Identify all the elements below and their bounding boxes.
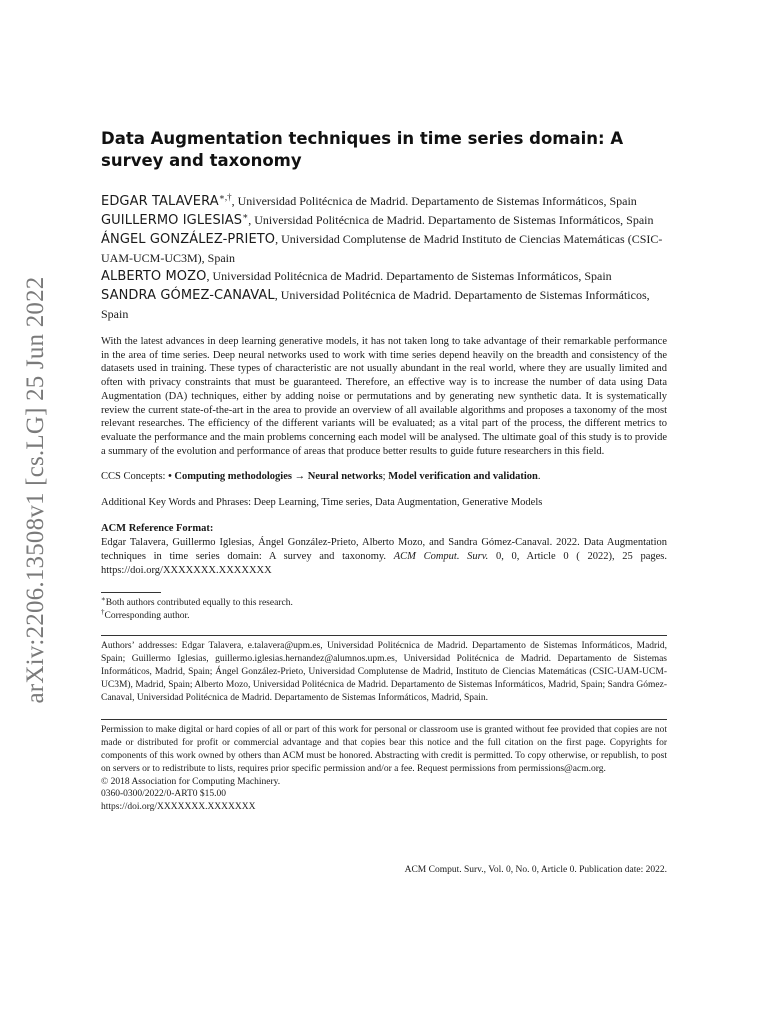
footnote-equal-contribution [101, 597, 667, 610]
ccs-bullet: • [168, 471, 175, 483]
addresses-rule [101, 635, 667, 636]
footnote-text: Corresponding author. [104, 611, 190, 622]
permission-notice: Permission to make digital or hard copies of all or part of this work for personal or classroom use is granted without fee provided that copies are not made or distributed for profit or commercial advantage and that copies bear this notice and the full citation on the first page. Copyrights for components of this work owned by others than ACM must be honored. Abstracting with credit is permitted. To copy otherwise, or republish, to post on servers or to redistribute to lists, requires prior specific permission and/or a fee. Request permissions from permissions@acm.org. [101, 725, 667, 774]
abstract: With the latest advances in deep learning generative models, it has not taken long to take advantage of their remarkable performance in the area of time series. Deep neural networks used to work with time series depend heavily on the breadth and consistency of the datasets used in training. These types of characteristic are not usually abundant in the real world, where they are usually limited and often with privacy constraints that must be guaranteed. Therefore, an effective way is to increase the number of data using Data Augmentation (DA) techniques, either by adding noise or permutations and by generating new synthetic data. It is systematically review the current state-of-the-art in the area to provide an overview of all available algorithms and proposes a taxonomy of the most relevant researches. The efficiency of the different variants will be evaluated; as a vital part of the process, the different metrics to evaluate the performance and the main problems concerning each model will be analysed. The ultimate goal of this study is to provide a summary of the evolution and performance of areas that produce better results to guide future researchers in this field. [101, 336, 667, 457]
author-entry [101, 211, 667, 230]
arxiv-identifier-stamp: arXiv:2206.13508v1 [cs.LG] 25 Jun 2022 [22, 276, 49, 704]
author-marks: ∗ [242, 211, 249, 221]
ccs-label: CCS Concepts: [101, 471, 169, 483]
footnote-corresponding-author [101, 610, 667, 623]
footnote-mark: ∗ [101, 595, 106, 604]
author-affiliation: , Universidad Politécnica de Madrid. Departamento de Sistemas Informáticos, Spain [101, 288, 650, 321]
reference-text-before: Edgar Talavera, Guillermo Iglesias, Ángel González-Prieto, Alberto Mozo, and Sandra Gómez-Canaval. 2022. Data Augmentation techniques in time series domain: A survey and taxonomy. [101, 537, 667, 563]
paper-title: Data Augmentation techniques in time series domain: A survey and taxonomy [101, 129, 624, 170]
paper-first-page [101, 128, 667, 814]
author-name: SANDRA GÓMEZ-CANAVAL [101, 288, 275, 303]
keywords: Additional Key Words and Phrases: Deep Learning, Time series, Data Augmentation, Generative Models [101, 497, 543, 509]
author-name: EDGAR TALAVERA [101, 194, 219, 209]
copyright-line: © 2018 Association for Computing Machinery. [101, 776, 281, 787]
author-affiliation: , Universidad Politécnica de Madrid. Departamento de Sistemas Informáticos, Spain [248, 213, 654, 227]
author-affiliation: , Universidad Politécnica de Madrid. Departamento de Sistemas Informáticos, Spain [206, 269, 612, 283]
issn-line: 0360-0300/2022/0-ART0 $15.00 [101, 789, 227, 800]
reference-text-after: 0, 0, Article 0 ( 2022), 25 pages. https://doi.org/XXXXXXX.XXXXXXX [101, 551, 667, 577]
author-affiliation: , Universidad Complutense de Madrid Instituto de Ciencias Matemáticas (CSIC-UAM-UCM-UC3M), Spain [101, 232, 663, 265]
ccs-end: . [537, 471, 541, 483]
permission-rule [101, 719, 667, 720]
doi-line: https://doi.org/XXXXXXX.XXXXXXX [101, 802, 256, 813]
author-name: ALBERTO MOZO [101, 269, 207, 284]
ccs-concepts [101, 470, 667, 484]
reference-heading: ACM Reference Format: [101, 523, 214, 535]
author-name: ÁNGEL GONZÁLEZ-PRIETO [101, 232, 276, 247]
author-entry [101, 286, 667, 323]
footnote-rule [101, 592, 161, 593]
ccs-concept-secondary: Model verification and validation [388, 471, 538, 483]
page-footer: ACM Comput. Surv., Vol. 0, No. 0, Article 0. Publication date: 2022. [404, 865, 667, 875]
author-entry [101, 192, 667, 211]
author-affiliation: , Universidad Politécnica de Madrid. Departamento de Sistemas Informáticos, Spain [231, 194, 637, 208]
author-entry [101, 230, 667, 267]
author-name: GUILLERMO IGLESIAS [101, 213, 243, 228]
ccs-concept-primary: Computing methodologies → Neural networks [174, 471, 383, 483]
reference-journal: ACM Comput. Surv. [393, 551, 489, 563]
footnote-mark: † [101, 608, 105, 617]
acm-reference-format [101, 522, 667, 578]
author-marks: ∗,† [218, 192, 232, 202]
footnote-text: Both authors contributed equally to this research. [105, 598, 293, 609]
author-entry [101, 267, 667, 286]
reference-citation [101, 536, 667, 578]
ccs-separator: ; [382, 471, 389, 483]
authors-addresses: Authors’ addresses: Edgar Talavera, e.talavera@upm.es, Universidad Politécnica de Madrid. Departamento de Sistemas Informáticos, Madrid, Spain; Guillermo Iglesias, guillermo.iglesias.hernandez@alumnos.upm.es, Universidad Politécnica de Madrid. Departamento de Sistemas Informáticos, Madrid, Spain; Ángel González-Prieto, Universidad Complutense de Madrid, Instituto de Ciencias Matemáticas (CSIC-UAM-UCM-UC3M), Madrid, Spain; Alberto Mozo, Universidad Politécnica de Madrid. Departamento de Sistemas Informáticos, Madrid, Spain; Sandra Gómez-Canaval, Universidad Politécnica de Madrid. Departamento de Sistemas Informáticos, Madrid, Spain. [101, 641, 667, 704]
author-list [101, 192, 667, 323]
footnotes [101, 597, 667, 623]
